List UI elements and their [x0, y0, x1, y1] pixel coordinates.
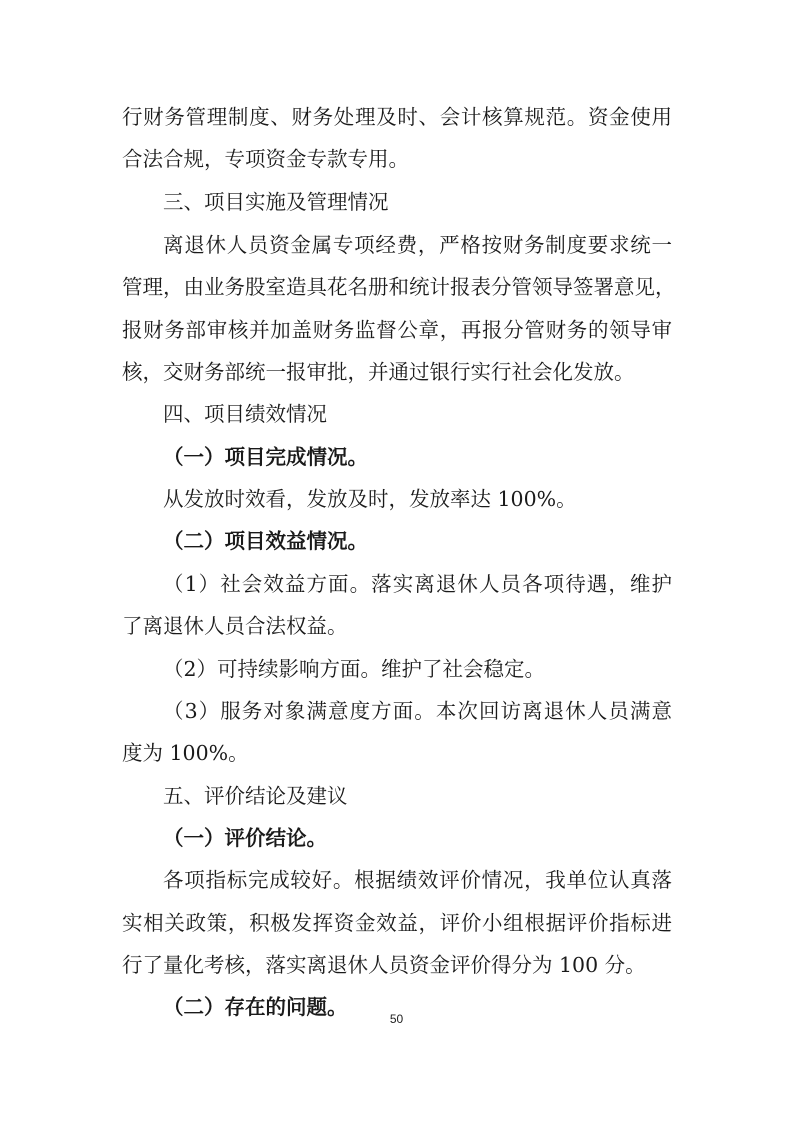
subheading-problems: （二）存在的问题。	[163, 995, 348, 1019]
page-number: 50	[389, 1012, 404, 1026]
paragraph-line: 从发放时效看，发放及时，发放率达 100%。	[163, 487, 577, 511]
section-heading-4: 四、项目绩效情况	[163, 402, 327, 426]
paragraph-line: 度为 100%。	[122, 741, 249, 765]
section-heading-5: 五、评价结论及建议	[163, 784, 348, 808]
paragraph-line: 核，交财务部统一报审批，并通过银行实行社会化发放。	[122, 360, 635, 384]
paragraph-line: （3）服务对象满意度方面。本次回访离退休人员满意	[163, 699, 672, 723]
paragraph-line: 管理，由业务股室造具花名册和统计报表分管领导签署意见，	[122, 275, 676, 299]
paragraph-line: 报财务部审核并加盖财务监督公章，再报分管财务的领导审	[122, 318, 672, 342]
paragraph-line: 行了量化考核，落实离退休人员资金评价得分为 100 分。	[122, 953, 646, 977]
paragraph-line: 行财务管理制度、财务处理及时、会计核算规范。资金使用	[122, 105, 672, 129]
paragraph-line: 合法合规，专项资金专款专用。	[122, 147, 409, 171]
paragraph-line: （1）社会效益方面。落实离退休人员各项待遇，维护	[163, 572, 672, 596]
paragraph-line: 实相关政策，积极发挥资金效益，评价小组根据评价指标进	[122, 911, 672, 935]
section-heading-3: 三、项目实施及管理情况	[163, 190, 389, 214]
subheading-conclusion: （一）评价结论。	[163, 826, 327, 850]
paragraph-line: 离退休人员资金属专项经费，严格按财务制度要求统一	[163, 233, 672, 257]
subheading-benefit: （二）项目效益情况。	[163, 529, 368, 553]
paragraph-line: 各项指标完成较好。根据绩效评价情况，我单位认真落	[163, 868, 672, 892]
subheading-completion: （一）项目完成情况。	[163, 445, 368, 469]
paragraph-line: 了离退休人员合法权益。	[122, 614, 348, 638]
paragraph-line: （2）可持续影响方面。维护了社会稳定。	[163, 657, 546, 681]
